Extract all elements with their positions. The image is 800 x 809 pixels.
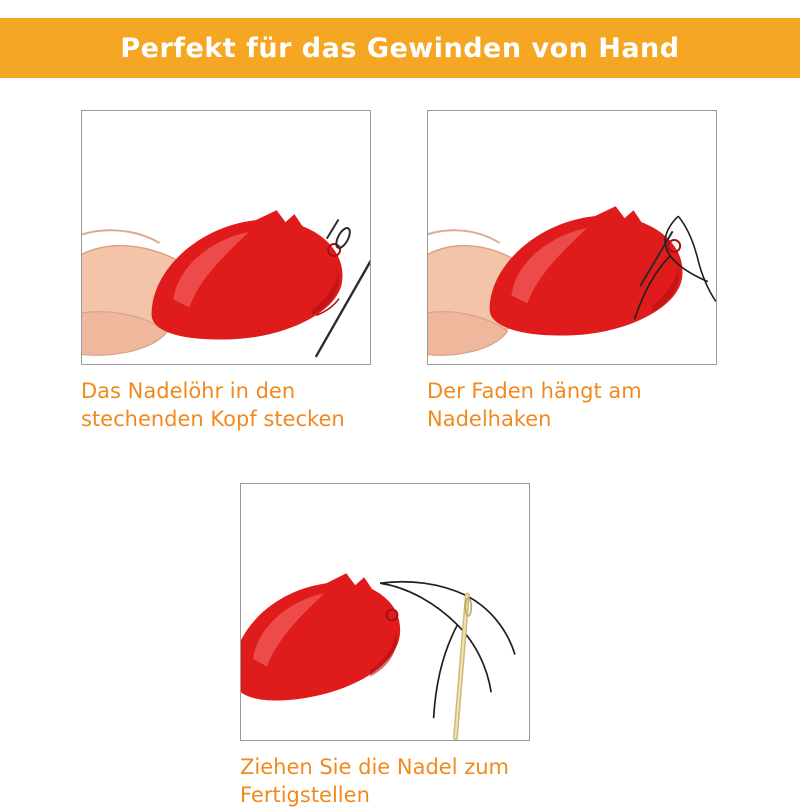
step-3-caption: Ziehen Sie die Nadel zum Fertigstellen: [240, 755, 510, 807]
step-2-illustration: [428, 111, 716, 364]
step-2-image: [427, 110, 717, 365]
steps-row-top: [0, 110, 800, 433]
step-1-caption: Das Nadelöhr in den stechenden Kopf stecken: [81, 379, 345, 431]
step-1-image: [81, 110, 371, 365]
step-1-illustration: [82, 111, 370, 364]
step-3: [240, 483, 532, 809]
step-1: [81, 110, 373, 433]
step-3-image: [240, 483, 530, 741]
step-2-caption: Der Faden hängt am Nadelhaken: [427, 379, 642, 431]
step-2: [427, 110, 719, 433]
page-title: Perfekt für das Gewinden von Hand: [120, 32, 680, 64]
header-banner: [0, 18, 800, 78]
step-3-illustration: [241, 484, 529, 740]
